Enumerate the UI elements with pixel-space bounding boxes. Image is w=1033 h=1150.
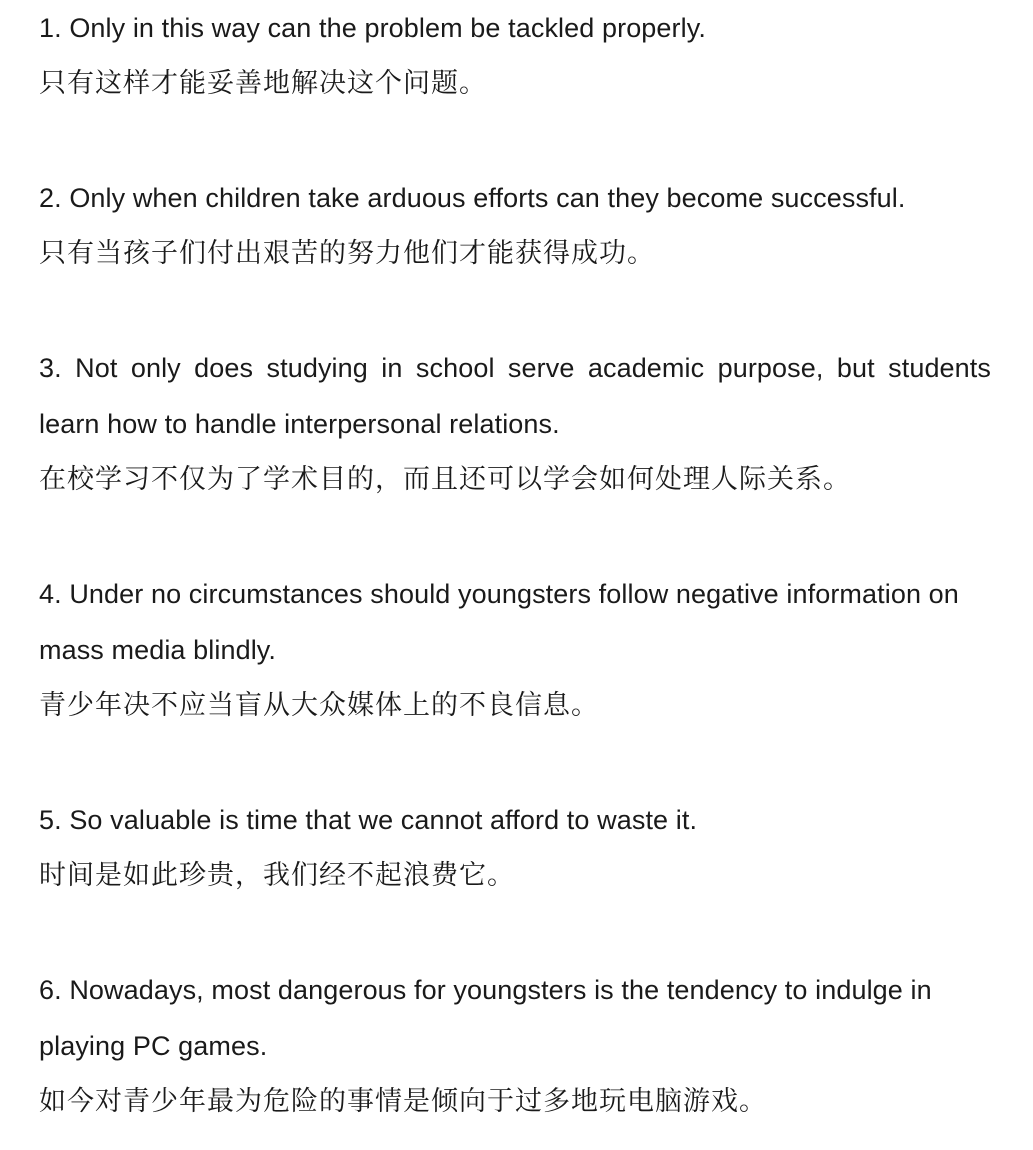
chinese-translation: 如今对青少年最为危险的事情是倾向于过多地玩电脑游戏。 [39,1086,767,1117]
sentence-item [39,0,991,112]
english-sentence: 6. Nowadays, most dangerous for youngsters is the tendency to indulge in playing PC games. [39,975,932,1061]
chinese-translation: 只有这样才能妥善地解决这个问题。 [39,68,487,99]
chinese-translation: 时间是如此珍贵，我们经不起浪费它。 [39,860,515,891]
english-sentence: 5. So valuable is time that we cannot afford to waste it. [39,805,698,835]
english-sentence: 1. Only in this way can the problem be tackled properly. [39,13,706,43]
english-sentence: 2. Only when children take arduous efforts can they become successful. [39,183,906,213]
chinese-translation: 在校学习不仅为了学术目的，而且还可以学会如何处理人际关系。 [39,464,851,495]
sentence-item [39,566,991,734]
sentence-item [39,170,991,282]
chinese-translation: 只有当孩子们付出艰苦的努力他们才能获得成功。 [39,238,655,269]
chinese-translation: 青少年决不应当盲从大众媒体上的不良信息。 [39,690,599,721]
sentence-item [39,962,991,1130]
sentence-item [39,792,991,904]
english-sentence: 4. Under no circumstances should youngsters follow negative information on mass media blindly. [39,579,959,665]
english-sentence: 3. Not only does studying in school serve academic purpose, but students learn how to handle interpersonal relations. [39,353,991,439]
sentence-item [39,340,991,508]
